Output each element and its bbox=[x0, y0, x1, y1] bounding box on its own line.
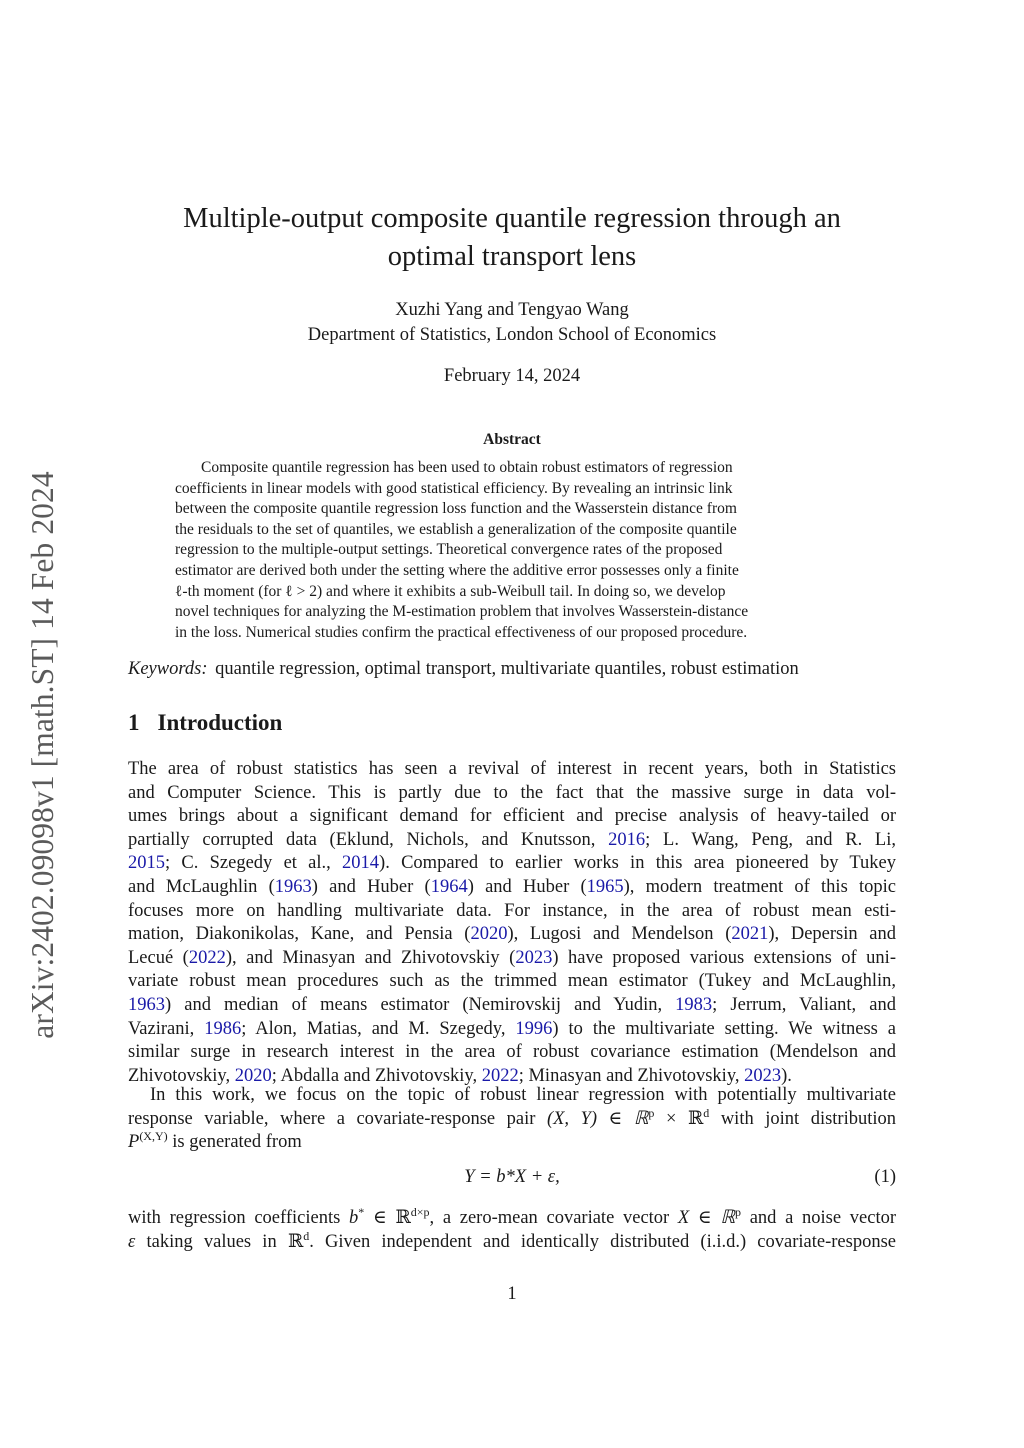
affiliation: Department of Statistics, London School of Economics bbox=[307, 325, 717, 345]
citation-link[interactable]: 2020 bbox=[470, 924, 508, 945]
paragraph-line: similar surge in research interest in the area of robust covariance estimation (Mendelson and bbox=[128, 1042, 896, 1063]
paragraph-line: Zhivotovskiy, 2020; Abdalla and Zhivotovskiy, 2022; Minasyan and Zhivotovskiy, 2023). bbox=[128, 1065, 792, 1086]
paragraph-line: ε taking values in ℝ$^d$. Given independent and identically distributed (i.i.d.) covariate-response bbox=[128, 1228, 896, 1252]
abstract-line: novel techniques for analyzing the M-estimation problem that involves Wasserstein-distance bbox=[175, 603, 749, 621]
citation-link[interactable]: 1986 bbox=[204, 1018, 242, 1039]
paragraph-line: 2015; C. Szegedy et al., 2014). Compared to earlier works in this area pioneered by Tukey bbox=[128, 853, 896, 874]
equation-1 bbox=[128, 1167, 896, 1193]
equation-number: (1) bbox=[874, 1167, 896, 1187]
paragraph-line: Lecué (2022), and Minasyan and Zhivotovskiy (2023) have proposed various extensions of uni- bbox=[128, 947, 896, 968]
citation-link[interactable]: 1963 bbox=[128, 994, 165, 1015]
arxiv-sidebar bbox=[22, 435, 64, 1075]
citation-link[interactable]: 2016 bbox=[608, 829, 646, 850]
arxiv-identifier: arXiv:2402.09098v1 [math.ST] 14 Feb 2024 bbox=[25, 471, 60, 1039]
authors: Xuzhi Yang and Tengyao Wang bbox=[395, 300, 629, 320]
abstract-line: estimator are derived both under the setting where the additive error possesses only a finite bbox=[175, 561, 739, 579]
paragraph-line: variate robust mean procedures such as the trimmed mean estimator (Tukey and McLaughlin, bbox=[128, 971, 896, 992]
abstract-text bbox=[175, 458, 850, 643]
equation-expression: Y = b*X + ε, bbox=[464, 1167, 560, 1187]
citation-link[interactable]: 1965 bbox=[586, 876, 624, 897]
section-title: Introduction bbox=[157, 710, 283, 735]
intro-paragraph-3 bbox=[128, 1204, 896, 1254]
abstract-line: ℓ-th moment (for ℓ > 2) and where it exhibits a sub-Weibull tail. In doing so, we develop bbox=[175, 582, 726, 600]
keywords-text: quantile regression, optimal transport, multivariate quantiles, robust estimation bbox=[215, 659, 799, 679]
abstract-line: the residuals to the set of quantiles, we establish a generalization of the composite quantile bbox=[175, 520, 737, 538]
paragraph-line: response variable, where a covariate-response pair (X, Y) ∈ ℝ$^p$ × ℝ$^d$ with joint distribution bbox=[128, 1105, 896, 1129]
citation-link[interactable]: 2023 bbox=[515, 947, 553, 968]
citation-link[interactable]: 2023 bbox=[744, 1065, 782, 1086]
paragraph-line: Vazirani, 1986; Alon, Matias, and M. Szegedy, 1996) to the multivariate setting. We witness a bbox=[128, 1018, 896, 1039]
title-line-1: Multiple-output composite quantile regression through an bbox=[183, 203, 841, 234]
abstract-line: coefficients in linear models with good statistical efficiency. By revealing an intrinsic link bbox=[175, 479, 733, 497]
citation-link[interactable]: 1983 bbox=[675, 994, 713, 1015]
abstract-line: between the composite quantile regression loss function and the Wasserstein distance from bbox=[175, 500, 737, 518]
paragraph-line: In this work, we focus on the topic of robust linear regression with potentially multivariate bbox=[150, 1085, 896, 1105]
paragraph-line: and McLaughlin (1963) and Huber (1964) and Huber (1965), modern treatment of this topic bbox=[128, 876, 896, 897]
citation-link[interactable]: 2014 bbox=[342, 853, 380, 874]
keywords bbox=[128, 657, 896, 681]
author-block bbox=[128, 298, 896, 348]
paragraph-line: focuses more on handling multivariate data. For instance, in the area of robust mean esti- bbox=[128, 900, 896, 921]
title-line-2: optimal transport lens bbox=[387, 241, 637, 272]
keywords-label: Keywords: bbox=[128, 659, 208, 679]
paragraph-line: and Computer Science. This is partly due to the fact that the massive surge in data vol- bbox=[128, 782, 896, 803]
citation-link[interactable]: 2020 bbox=[234, 1065, 272, 1086]
citation-link[interactable]: 2022 bbox=[481, 1065, 519, 1086]
citation-link[interactable]: 2015 bbox=[128, 853, 165, 874]
intro-paragraph-2 bbox=[128, 1084, 896, 1155]
page-number: 1 bbox=[507, 1284, 517, 1304]
paper-title bbox=[128, 200, 896, 276]
paragraph-line: 1963) and median of means estimator (Nemirovskij and Yudin, 1983; Jerrum, Valiant, and bbox=[128, 994, 896, 1015]
abstract-line: Composite quantile regression has been used to obtain robust estimators of regression bbox=[201, 459, 733, 476]
citation-link[interactable]: 1964 bbox=[430, 876, 468, 897]
citation-link[interactable]: 2022 bbox=[188, 947, 226, 968]
abstract-line: regression to the multiple-output settings. Theoretical convergence rates of the proposed bbox=[175, 541, 723, 559]
intro-paragraph-1 bbox=[128, 758, 896, 1088]
citation-link[interactable]: 1963 bbox=[274, 876, 312, 897]
paragraph-line: The area of robust statistics has seen a revival of interest in recent years, both in Statistics bbox=[128, 759, 896, 779]
paragraph-line: partially corrupted data (Eklund, Nichols, and Knutsson, 2016; L. Wang, Peng, and R. Li, bbox=[128, 829, 896, 850]
paragraph-line: mation, Diakonikolas, Kane, and Pensia (2020), Lugosi and Mendelson (2021), Depersin and bbox=[128, 924, 897, 945]
section-number: 1 bbox=[128, 710, 140, 735]
paragraph-line: $P^{(X,Y)}$ is generated from bbox=[128, 1129, 302, 1153]
paragraph-line: with regression coefficients b* ∈ ℝ$^{d\times p}$, a zero-mean covariate vector X ∈ ℝ$^p$ and a noise vector bbox=[128, 1204, 896, 1228]
abstract-heading: Abstract bbox=[483, 431, 541, 448]
abstract-line: in the loss. Numerical studies confirm the practical effectiveness of our proposed procedure. bbox=[175, 623, 748, 641]
paragraph-line: umes brings about a significant demand for efficient and precise analysis of heavy-tailed or bbox=[128, 806, 896, 827]
citation-link[interactable]: 2021 bbox=[731, 924, 769, 945]
paper-date: February 14, 2024 bbox=[443, 366, 581, 386]
section-heading bbox=[128, 710, 282, 736]
citation-link[interactable]: 1996 bbox=[515, 1018, 553, 1039]
